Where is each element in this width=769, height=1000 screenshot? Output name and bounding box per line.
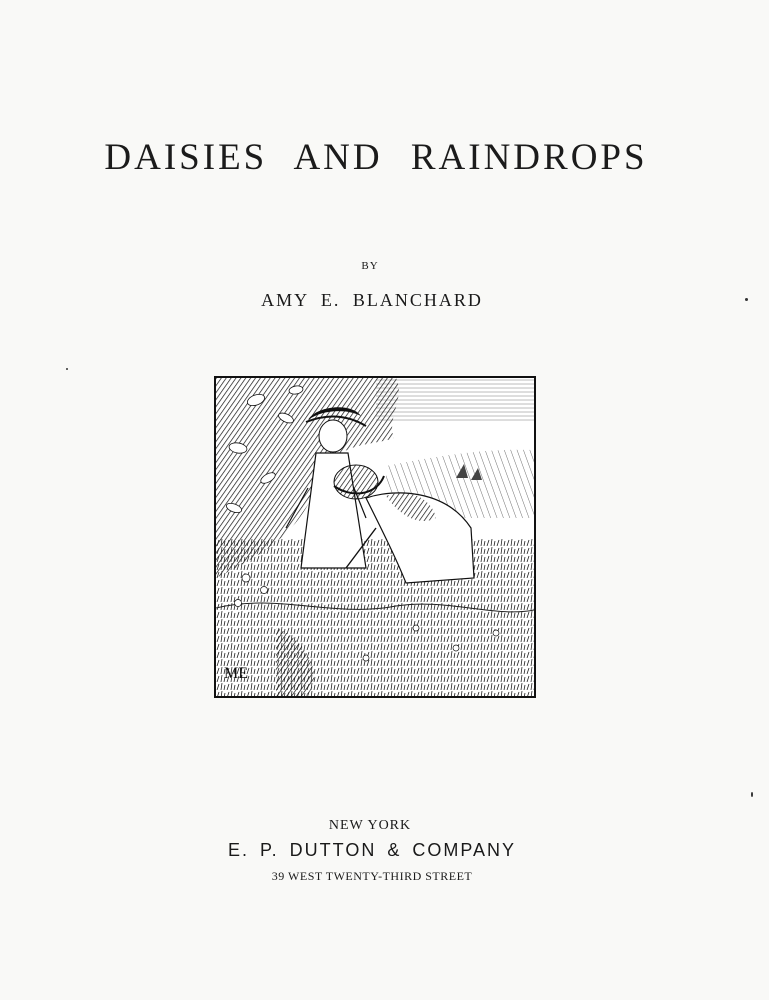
paper-speck bbox=[745, 298, 748, 301]
meadow bbox=[216, 538, 534, 696]
book-title: DAISIES AND RAINDROPS bbox=[104, 137, 648, 178]
byline-by: BY bbox=[361, 260, 379, 272]
imprint-address: 39 WEST TWENTY-THIRD STREET bbox=[271, 869, 473, 883]
engraving-drawing bbox=[216, 378, 534, 696]
sky-area bbox=[376, 378, 534, 422]
imprint-city: NEW YORK bbox=[328, 818, 412, 833]
artist-monogram: ME bbox=[224, 665, 248, 682]
paper-speck bbox=[66, 368, 68, 370]
author-name: AMY E. BLANCHARD bbox=[261, 290, 483, 310]
paper-speck bbox=[751, 792, 753, 797]
frontispiece-engraving bbox=[214, 376, 536, 698]
imprint-publisher: E. P. DUTTON & COMPANY bbox=[227, 840, 517, 860]
